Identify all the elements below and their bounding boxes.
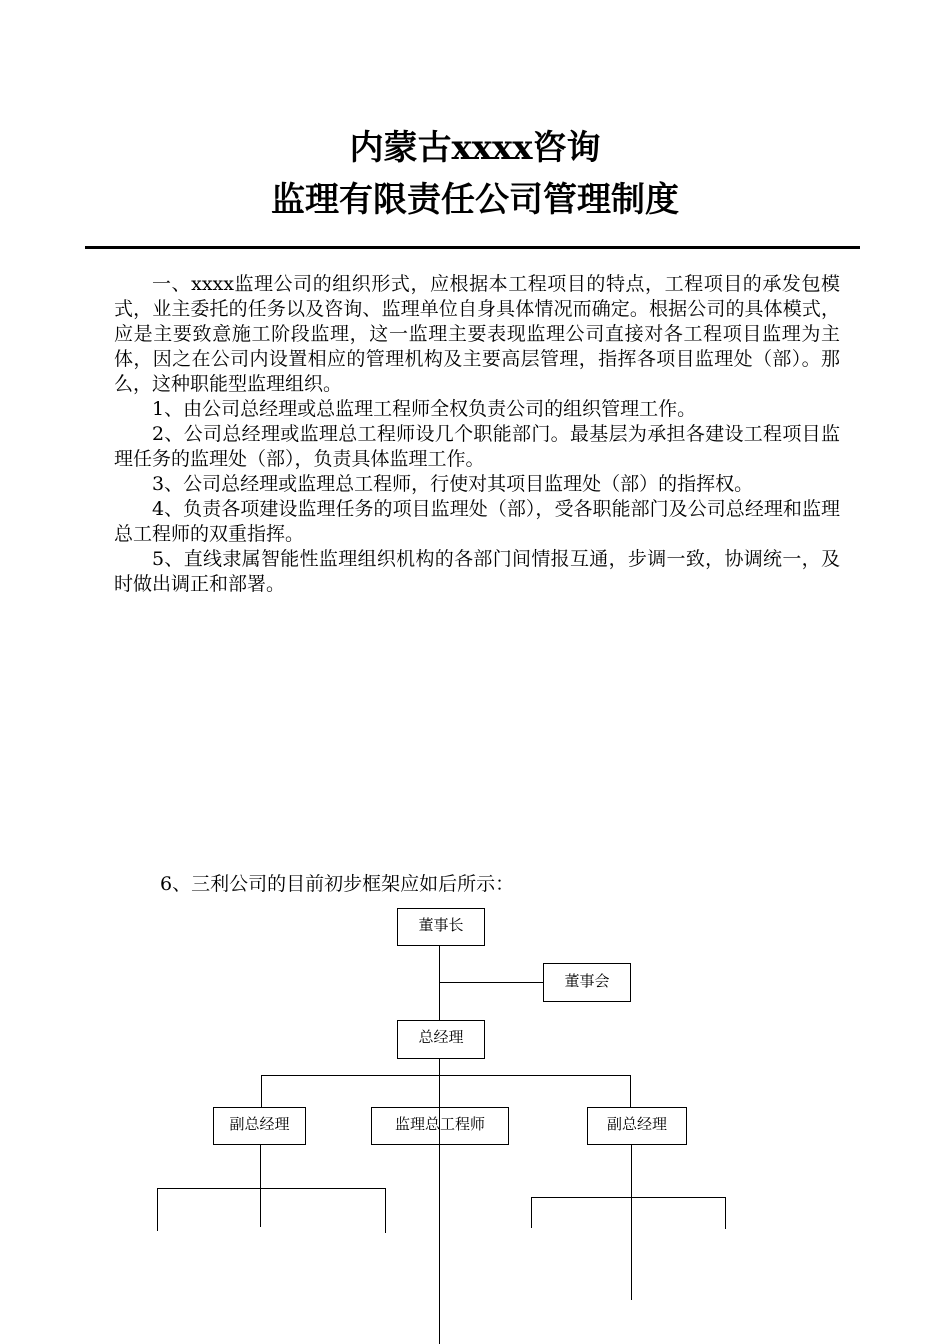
right-sub-drop-1	[531, 1197, 532, 1228]
left-drop	[261, 1075, 262, 1107]
deputy-gm-right-box: 副总经理	[587, 1107, 687, 1145]
paragraph-intro: 一、xxxx监理公司的组织形式，应根据本工程项目的特点，工程项目的承发包模式，业主委托的任务以及咨询、监理单位自身具体情况而确定。根据公司的具体模式，应是主要致意施工阶段监理，这一监理主要表现监理公司直接对各工程项目监理为主体，因之在公司内设置相应的管理机构及主要高层管理，指挥各项目监理处（部）。那么，这种职能型监理组织。	[114, 273, 840, 395]
paragraph-item-3: 3、公司总经理或监理总工程师，行使对其项目监理处（部）的指挥权。	[152, 473, 754, 495]
general-manager-box: 总经理	[397, 1020, 485, 1059]
org-chart-intro: 6、三利公司的目前初步框架应如后所示：	[160, 873, 515, 895]
trunk-line	[439, 946, 440, 1344]
paragraph-item-1: 1、由公司总经理或总监理工程师全权负责公司的组织管理工作。	[152, 398, 697, 420]
chief-engineer-box: 监理总工程师	[371, 1107, 509, 1145]
document-title-line1: 内蒙古xxxx咨询	[349, 128, 601, 168]
left-sub-trunk	[260, 1144, 261, 1227]
document-title-line2: 监理有限责任公司管理制度	[271, 180, 679, 220]
board-box: 董事会	[543, 963, 631, 1002]
left-sub-drop-3	[385, 1188, 386, 1233]
left-sub-bar	[157, 1188, 386, 1189]
paragraph-item-4: 4、负责各项建设监理任务的项目监理处（部），受各职能部门及公司总经理和监理总工程师的双重指挥。	[114, 498, 840, 545]
right-sub-drop-2	[725, 1197, 726, 1229]
chairman-box: 董事长	[397, 908, 485, 946]
right-sub-trunk	[631, 1144, 632, 1300]
paragraph-item-5: 5、直线隶属智能性监理组织机构的各部门间情报互通，步调一致，协调统一，及时做出调正和部署。	[114, 548, 840, 595]
board-connector	[440, 982, 544, 983]
paragraph-item-2: 2、公司总经理或监理总工程师设几个职能部门。最基层为承担各建设工程项目监理任务的监理处（部），负责具体监理工作。	[114, 423, 840, 470]
right-drop	[630, 1075, 631, 1107]
left-sub-drop-1	[157, 1188, 158, 1231]
managers-bar	[261, 1075, 631, 1076]
deputy-gm-left-box: 副总经理	[213, 1107, 306, 1145]
right-sub-bar	[531, 1197, 726, 1198]
